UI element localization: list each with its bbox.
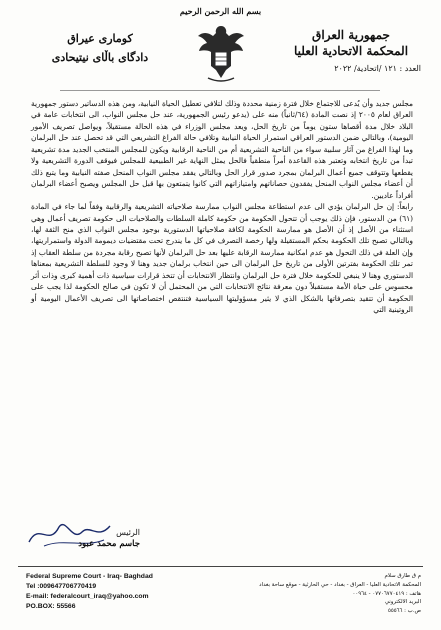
country-name-arabic: جمهورية العراق xyxy=(312,28,390,42)
footer-divider xyxy=(18,566,423,567)
signatory-name: جاسم محمد عبود xyxy=(78,539,140,549)
court-name-kurdish: دادگاى باڵاى نيتيحادى xyxy=(51,51,149,64)
signature-block xyxy=(30,528,140,549)
header-arabic-block xyxy=(281,28,421,73)
footer-ar-line-1: م ق طارق سلام xyxy=(384,573,421,579)
signatory-title: الرئيس xyxy=(116,528,140,537)
footer-court-name: Federal Supreme Court - Iraq- Baghdad xyxy=(26,573,153,580)
footer-english-contact xyxy=(26,572,216,612)
reference-number: العدد : ١٢١ /اتحادية/ ٢٠٢٢ xyxy=(334,64,421,73)
document-body xyxy=(31,98,413,316)
footer-ar-line-2: المحكمة الاتحادية العليا - العراق - بغداد - حي الحارثية - موقع ساحة بغداد xyxy=(259,581,421,588)
basmala-heading: بسم الله الرحمن الرحيم xyxy=(179,6,262,16)
footer-pobox: PO.BOX: 55566 xyxy=(26,603,76,610)
court-name-arabic: المحكمة الاتحادية العليا xyxy=(293,44,409,58)
footer-ar-line-4: البريد الالكتروني xyxy=(384,599,421,606)
footer-arabic-contact xyxy=(221,572,421,616)
iraq-eagle-emblem-icon xyxy=(196,22,246,84)
body-paragraph-2: رابعاً: إن حل البرلمان يؤدي الى عدم استطاعة مجلس النواب ممارسة صلاحياته التشريعية والرقابية وفقاً لما جاء في المادة (٦١) من الدستور، فإن ذلك يوجب أن تتحول الحكومة من حكومة كاملة السلطات والصلاحيات الى حكومة تصريف أعمال وهي استثناء من الأصل إذ أن الأصل هو ممارسة الحكومة لكافة صلاحياتها الدستورية بوجود مجلس النواب الذي منح الثقة لها، وبالتالي تصبح تلك الحكومة بحكم المستقيلة ولها رخصة التصرف في كل ما يندرج تحت مقتضيات ديمومة الدولة واستمراريتها، وإن العلة في ذلك التحول هو عدم امكانية ممارسة الرقابة عليها بعد حل البرلمان لأنها تصبح رقابة مجردة من سلطة العقاب إذ تمر تلك الحكومة بفترتين الأولى من تاريخ حل البرلمان الى حين انتخاب برلمان جديد وهنا لا وجود للسلطة التشريعية بمعناها الدستوري وهنا لا ينبغي للحكومة خلال فترة حل البرلمان وانتظار الانتخابات أن تتخذ قرارات سياسية ذات أهمية كبرى وذات أثر محسوس على حياة الأمة مستقبلاً دون معرفة نتائج الانتخابات التي من المحتمل أن لا تكون في صالح الحكومة لذا يجب على الحكومة أن تتقيد بتصرفاتها بالشكل الذي لا يثير مسؤوليتها السياسية فتنتقص اختصاصاتها الى تصريف الأعمال اليومية أو الروتينية التي xyxy=(31,202,413,315)
header-kurdish-block xyxy=(40,32,160,64)
body-paragraph-1: مجلس جديد وأن يُدعى للاجتماع خلال فترة زمنية محددة وذلك لتلافي تعطيل الحياة النيابية، ومن هذه الدساتير دستور جمهورية العراق لعام ٢٠٠٥ إذ نصت المادة (٦٤/ثانياً) منه على (يدعو رئيس الجمهورية، عند حل مجلس النواب، الى انتخابات عامة في البلاد خلال مدة أقصاها ستون يوماً من تاريخ الحل، ويعد مجلس الوزراء في هذه الحالة مستقيلاً، ويواصل تصريف الأمور اليومية)، وبالتالي ضمن الدستور العراقي استمرار الحياة النيابية وتلافي حالة الفراغ التشريعي التي قد تحصل عند حل البرلمان وما لهذا الفراغ من آثار سلبية سواء من الناحية التشريعية أم من الناحية الرقابية ويكون للمجلس المنتخب الجديد مدة تشريعية تبدأ من تاريخ انتخابه وتعتبر هذه القاعدة أمراً منطقياً فالحل يمثل النهاية غير الطبيعية للمجلس فيوقف الدورة التشريعية ولا يقطعها وتتوقف جميع أعمال البرلمان بمجرد صدور قرار الحل وبالتالي يفقد مجلس النواب المنحل صفته النيابية وما يتبع ذلك أن أعضاء مجلس النواب المنحل يفقدون حصاناتهم وامتيازاتهم التي كانوا يتمتعون بها قبل حل المجلس ويصبح أعضاء البرلمان أفراداً عاديين. xyxy=(31,99,413,200)
footer-telephone: Tel :009647706770419 xyxy=(26,583,97,590)
footer-ar-line-5: ص.ب : ٥٥٥٦٦ xyxy=(387,608,421,615)
footer-ar-line-3: هاتف : ٠٧٧٠٦٧٧٠٤١٩ - ٠٠٩٦٤ xyxy=(352,590,421,597)
country-name-kurdish: كومارى عيراق xyxy=(67,32,133,45)
header-divider xyxy=(60,90,380,91)
footer-email: E-mail: federalcourt_iraq@yahoo.com xyxy=(26,593,149,600)
